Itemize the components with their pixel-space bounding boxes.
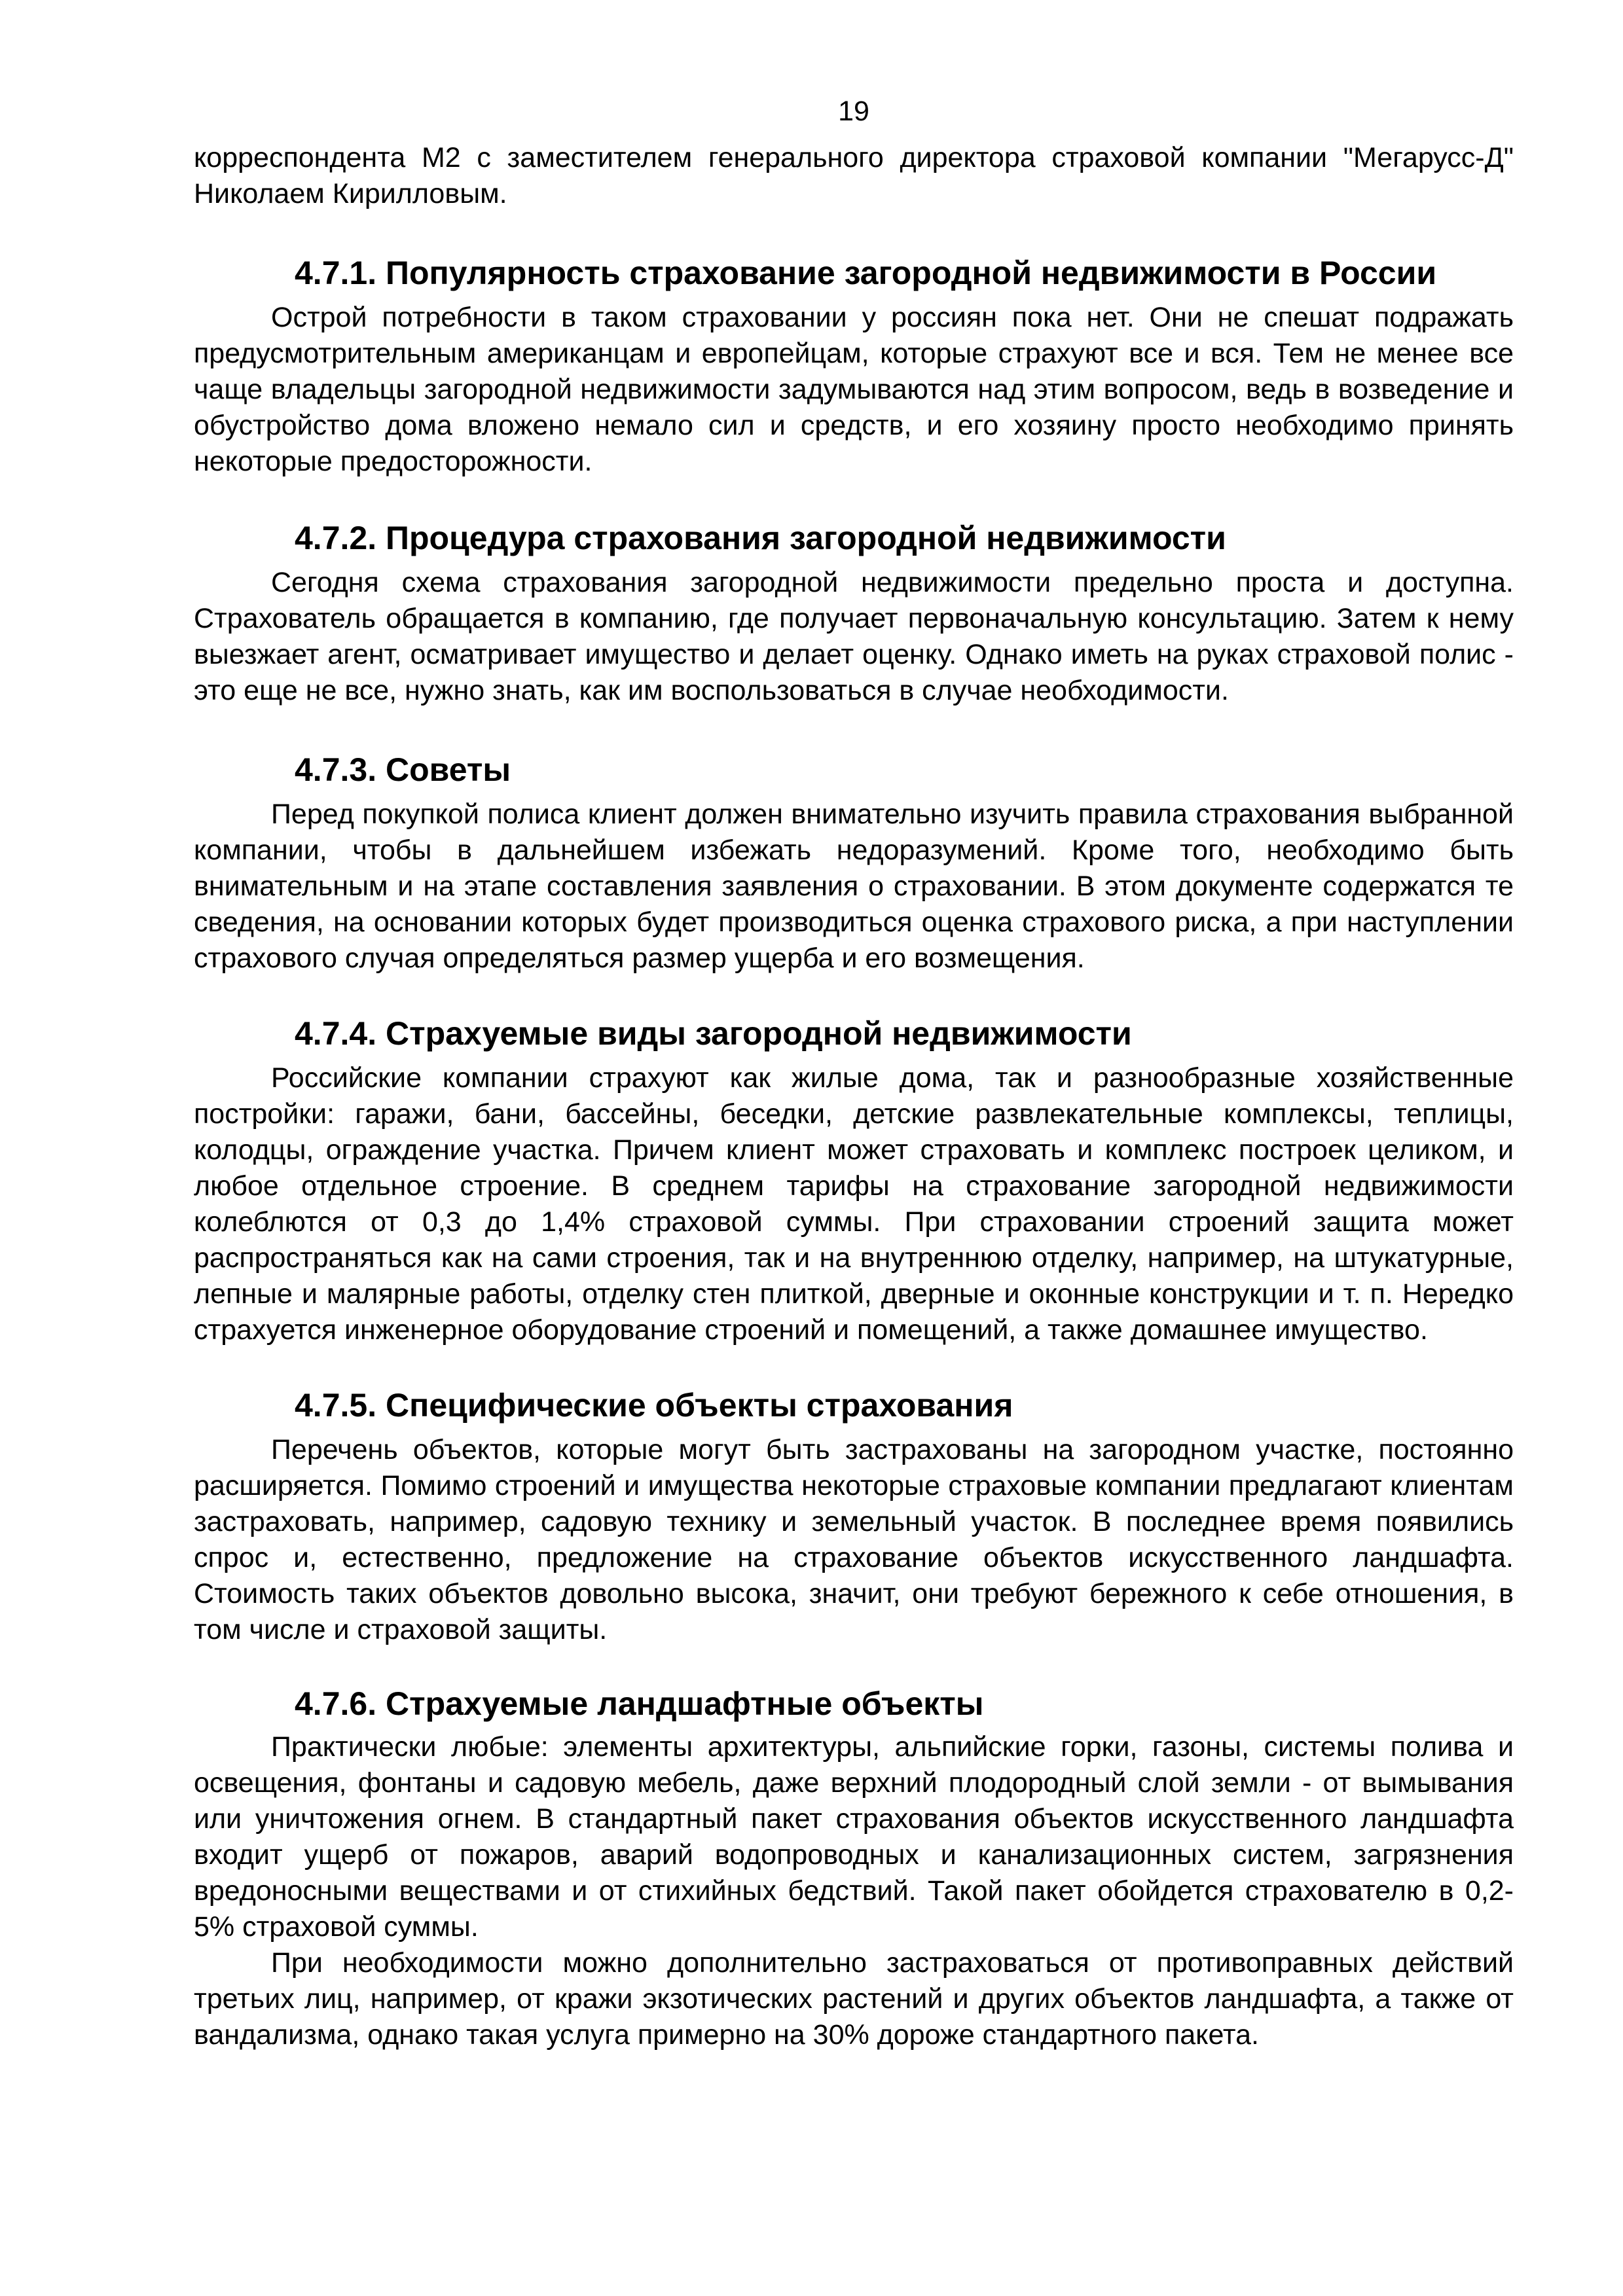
section-number: 4.7.6.	[295, 1685, 377, 1722]
intro-paragraph: корреспондента М2 с заместителем генерального директора страховой компании "Мегарусс-Д" Николаем Кирилловым.	[194, 142, 1514, 209]
section-title: Процедура страхования загородной недвижимости	[386, 520, 1226, 556]
section-heading-4-7-6	[194, 1685, 1514, 1723]
section-paragraph: Практически любые: элементы архитектуры, альпийские горки, газоны, системы полива и освещения, фонтаны и садовую мебель, даже верхний плодородный слой земли - от вымывания или уничтожения огнем. В стандартный пакет страхования объектов искусственного ландшафта входит ущерб от пожаров, аварий водопроводных и канализационных систем, загрязнения вредоносными веществами и от стихийных бедствий. Такой пакет обойдется страхователю в 0,2-5% страховой суммы.	[194, 1731, 1514, 1943]
section-paragraph: Перечень объектов, которые могут быть застрахованы на загородном участке, постоянно расширяется. Помимо строений и имущества некоторые страховые компании предлагают клиентам застраховать, например, садовую технику и земельный участок. В последнее время появились спрос и, естественно, предложение на страхование объектов искусственного ландшафта. Стоимость таких объектов довольно высока, значит, они требуют бережного к себе отношения, в том числе и страховой защиты.	[194, 1434, 1514, 1645]
section-title: Популярность страхование загородной недвижимости в России	[386, 255, 1437, 291]
section-heading-4-7-5	[194, 1386, 1514, 1424]
section-title: Страхуемые виды загородной недвижимости	[386, 1015, 1132, 1052]
section-heading-4-7-2	[194, 519, 1514, 557]
section-title: Страхуемые ландшафтные объекты	[386, 1685, 984, 1722]
section-paragraph: При необходимости можно дополнительно застраховаться от противоправных действий третьих лиц, например, от кражи экзотических растений и других объектов ландшафта, а также от вандализма, однако такая услуга примерно на 30% дороже стандартного пакета.	[194, 1947, 1514, 2051]
document-page	[194, 92, 1514, 2053]
section-title: Советы	[386, 751, 511, 788]
section-paragraph: Российские компании страхуют как жилые дома, так и разнообразные хозяйственные постройки: гаражи, бани, бассейны, беседки, детские развлекательные комплексы, теплицы, колодцы, ограждение участка. Причем клиент может страховать и комплекс построек целиком, и любое отдельное строение. В среднем тарифы на страхование загородной недвижимости колеблются от 0,3 до 1,4% страховой суммы. При страховании строений защита может распространяться как на сами строения, так и на внутреннюю отделку, например, на штукатурные, лепные и малярные работы, отделку стен плиткой, дверные и оконные конструкции и т. п. Нередко страхуется инженерное оборудование строений и помещений, а также домашнее имущество.	[194, 1062, 1514, 1346]
page-number: 19	[838, 96, 869, 127]
section-number: 4.7.4.	[295, 1015, 377, 1052]
section-heading-4-7-4	[194, 1014, 1514, 1052]
section-paragraph: Сегодня схема страхования загородной недвижимости предельно проста и доступна. Страхователь обращается в компанию, где получает первоначальную консультацию. Затем к нему выезжает агент, осматривает имущество и делает оценку. Однако иметь на руках страховой полис - это еще не все, нужно знать, как им воспользоваться в случае необходимости.	[194, 567, 1514, 706]
section-paragraph: Острой потребности в таком страховании у россиян пока нет. Они не спешат подражать предусмотрительным американцам и европейцам, которые страхуют все и вся. Тем не менее все чаще владельцы загородной недвижимости задумываются над этим вопросом, ведь в возведение и обустройство дома вложено немало сил и средств, и его хозяину просто необходимо принять некоторые предосторожности.	[194, 302, 1514, 477]
section-heading-4-7-3	[194, 751, 1514, 789]
section-number: 4.7.1.	[295, 255, 377, 291]
section-title: Специфические объекты страхования	[386, 1387, 1013, 1424]
section-heading-4-7-1	[194, 254, 1514, 292]
section-number: 4.7.5.	[295, 1387, 377, 1424]
section-number: 4.7.2.	[295, 520, 377, 556]
section-paragraph: Перед покупкой полиса клиент должен внимательно изучить правила страхования выбранной компании, чтобы в дальнейшем избежать недоразумений. Кроме того, необходимо быть внимательным и на этапе составления заявления о страховании. В этом документе содержатся те сведения, на основании которых будет производиться оценка страхового риска, а при наступлении страхового случая определяться размер ущерба и его возмещения.	[194, 798, 1514, 974]
section-number: 4.7.3.	[295, 751, 377, 788]
